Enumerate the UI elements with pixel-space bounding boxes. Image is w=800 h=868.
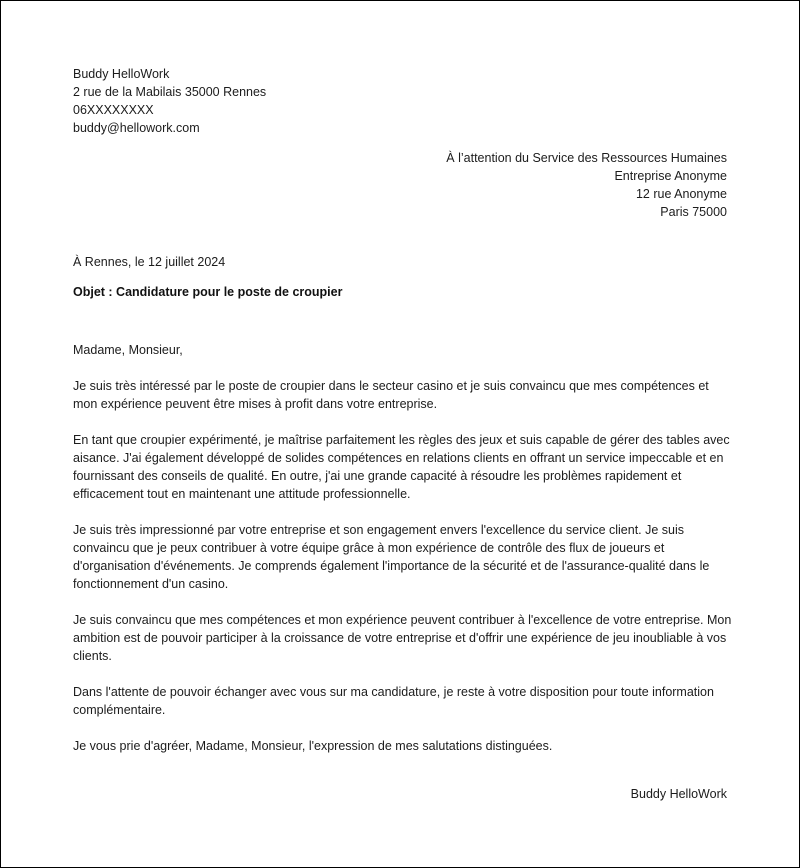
paragraph-experience: En tant que croupier expérimenté, je maîtrise parfaitement les règles des jeux et suis capable de gérer des tables avec aisance. J'ai également développé de solides compétences en relations clients en offrant un service impeccable et en fournissant des conseils de qualité. En outre, j'ai une grande capacité à résoudre les problèmes rapidement et efficacement tout en maintenant une attitude professionnelle. xyxy=(73,433,730,501)
paragraph-interest: Je suis très intéressé par le poste de croupier dans le secteur casino et je suis convaincu que mes compétences et mon expérience peuvent être mises à profit dans votre entreprise. xyxy=(73,379,709,411)
letter-body xyxy=(73,341,733,773)
recipient-city: Paris 75000 xyxy=(660,205,727,219)
paragraph-closing: Je vous prie d'agréer, Madame, Monsieur, l'expression de mes salutations distinguées. xyxy=(73,739,553,753)
paragraph-ambition: Je suis convaincu que mes compétences et mon expérience peuvent contribuer à l'excellence de votre entreprise. Mon ambition est de pouvoir participer à la croissance de votre entreprise et d'offrir une expérience de jeu inoubliable à vos clients. xyxy=(73,613,732,663)
sender-phone: 06XXXXXXXX xyxy=(73,103,154,117)
salutation: Madame, Monsieur, xyxy=(73,343,183,357)
letter-date: À Rennes, le 12 juillet 2024 xyxy=(73,255,226,269)
sender-block xyxy=(73,65,266,137)
paragraph-availability: Dans l'attente de pouvoir échanger avec vous sur ma candidature, je reste à votre disposition pour toute information complémentaire. xyxy=(73,685,714,717)
sender-address: 2 rue de la Mabilais 35000 Rennes xyxy=(73,85,267,99)
recipient-attention: À l’attention du Service des Ressources Humaines xyxy=(446,151,727,165)
signature: Buddy HelloWork xyxy=(630,787,727,801)
letter-subject: Objet : Candidature pour le poste de croupier xyxy=(73,285,343,299)
sender-name: Buddy HelloWork xyxy=(73,67,170,81)
recipient-company: Entreprise Anonyme xyxy=(614,169,727,183)
sender-email: buddy@hellowork.com xyxy=(73,121,200,135)
recipient-street: 12 rue Anonyme xyxy=(635,187,727,201)
recipient-block xyxy=(446,149,727,221)
paragraph-company: Je suis très impressionné par votre entreprise et son engagement envers l'excellence du service client. Je suis convaincu que je peux contribuer à votre équipe grâce à mon expérience de contrôle des flux de joueurs et d'organisation d'événements. Je comprends également l'importance de la sécurité et de l'assurance-qualité dans le fonctionnement d'un casino. xyxy=(73,523,710,591)
